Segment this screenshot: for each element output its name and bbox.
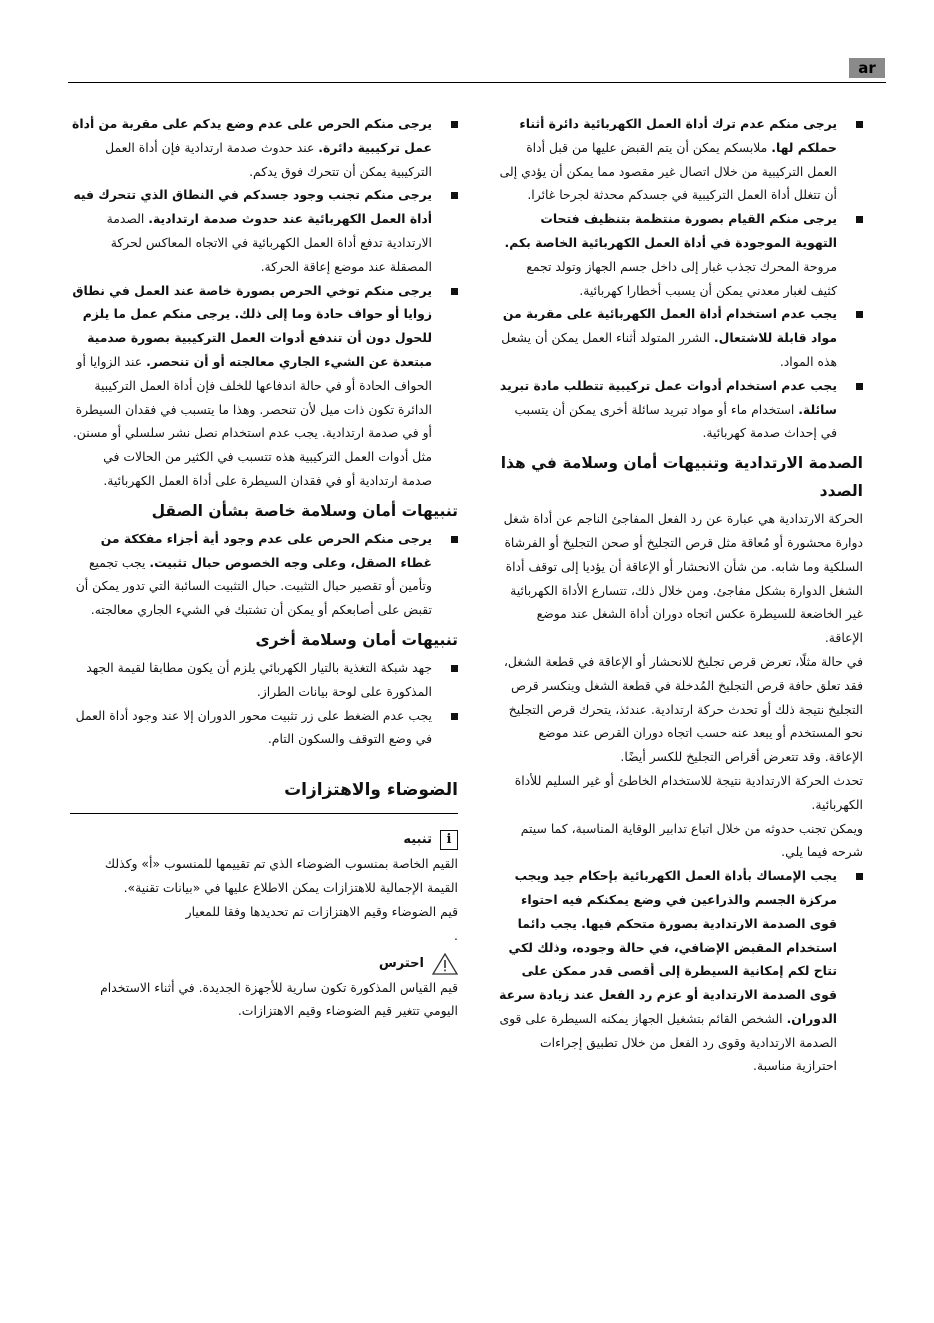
kickback-paragraph: تحدث الحركة الارتدادية نتيجة للاستخدام الخاطئ أو غير السليم للأداة الكهربائية. bbox=[514, 772, 863, 812]
bullet-icon bbox=[451, 665, 458, 672]
left-column bbox=[70, 112, 458, 1023]
bullet-icon bbox=[856, 311, 863, 318]
item-text: الشرر المتولد أثناء العمل يمكن أن يشعل هذه المواد. bbox=[501, 330, 837, 369]
bullet-icon bbox=[451, 536, 458, 543]
item-text: عند حدوث صدمة ارتدادية فإن أداة العمل التركيبية يمكن أن تتحرك فوق يدكم. bbox=[105, 139, 432, 179]
kickback-paragraph: ويمكن تجنب حدوثه من خلال اتباع تدابير الوقاية المناسبة، كما سيتم شرحه فيما يلي. bbox=[520, 820, 863, 860]
bullet-icon bbox=[856, 383, 863, 390]
bullet-icon bbox=[451, 121, 458, 128]
item-bold-text: يرجى منكم توخي الحرص بصورة خاصة عند العمل في نطاق زوايا أو حواف حادة وما إلى ذلك. يرجى منكم عمل ما يلزم للحول دون أن تندفع أدوات العمل التركيبية بصورة صدمية مبتعدة عن الشيء الجاري معالجته أو أن تنحصر. bbox=[72, 282, 432, 369]
list-item bbox=[497, 864, 863, 1078]
note-heading bbox=[70, 828, 458, 852]
item-bold-text: يرجى منكم الحرص على عدم وجود أية أجزاء مفككة من غطاء الصقل، وعلى وجه الخصوص حبال تثبيت. bbox=[100, 530, 432, 570]
list-item bbox=[497, 302, 863, 373]
note-text: قيم الضوضاء وقيم الاهتزازات تم تحديدها وفقا للمعيار bbox=[185, 903, 458, 919]
kickback-paragraph: الحركة الارتدادية هي عبارة عن رد الفعل المفاجئ الناجم عن أداة شغل دوارة محشورة أو مُعاقة مثل قرص التجليخ أو صحن التجليخ أو الفرشاة السلكية وما شابه. من شأن الانحشار أو الإعاقة أن يؤديا إلى توقف أداة الشغل الدوارة بشكل مفاجئ. ومن خلال ذلك، تتسارع الأداة الكهربائية غير الخاضعة للسيطرة عكس اتجاه دوران أداة الشغل عند موضع الإعاقة. bbox=[503, 511, 863, 646]
note-label: تنبيه bbox=[403, 832, 432, 848]
bullet-icon bbox=[451, 713, 458, 720]
caution-label: احترس bbox=[378, 955, 424, 971]
header-rule bbox=[68, 82, 886, 83]
item-bold-text: يرجى منكم القيام بصورة منتظمة بتنظيف فتحات التهوية الموجودة في أداة العمل الكهربائية الخاصة بكم. bbox=[504, 211, 837, 250]
item-bold-text: يرجى منكم عدم ترك أداة العمل الكهربائية دائرة أثناء حملكم لها. bbox=[519, 116, 837, 155]
other-heading: تنبيهات أمان وسلامة أخرى bbox=[255, 630, 458, 649]
note-text: القيم الخاصة بمنسوب الضوضاء الذي تم تقييمها للمنسوب «أ» وكذلك القيمة الإجمالية للاهتزازات يمكن الاطلاع عليها في «بيانات تقنية». bbox=[104, 856, 458, 895]
item-text: ملابسكم يمكن أن يتم القبض عليها من قبل أداة العمل التركيبية من خلال اتصال غير مقصود مما يمكن أن يؤدي إلى أن تتغلل أداة العمل التركيبية في جسدكم محدثة لجرحا غائرا. bbox=[499, 139, 837, 203]
list-item bbox=[70, 527, 458, 622]
item-text: الشخص القائم بتشغيل الجهاز يمكنه السيطرة على قوى الصدمة الارتدادية وقوى رد الفعل من خلال تطبيق إجراءات احترازية مناسبة. bbox=[499, 1010, 837, 1074]
info-icon: i bbox=[440, 830, 458, 850]
language-badge: ar bbox=[849, 58, 885, 78]
bullet-icon bbox=[856, 873, 863, 880]
bullet-icon bbox=[856, 216, 863, 223]
list-item bbox=[70, 704, 458, 752]
list-item bbox=[497, 374, 863, 445]
note-text: . bbox=[454, 927, 458, 943]
caution-heading bbox=[70, 952, 458, 976]
bullet-icon bbox=[856, 121, 863, 128]
bullet-icon bbox=[451, 288, 458, 295]
caution-text: قيم القياس المذكورة تكون سارية للأجهزة الجديدة. في أثناء الاستخدام اليومي تتغير قيم الضوضاء وقيم الاهتزازات. bbox=[100, 979, 458, 1019]
item-text: الصدمة الارتدادية تدفع أداة العمل الكهربائية في الاتجاه المعاكس لحركة المصقلة عند موضع إعاقة الحركة. bbox=[106, 211, 432, 274]
kickback-heading: الصدمة الارتدادية وتنبيهات أمان وسلامة في هذا الصدد bbox=[500, 454, 863, 501]
item-text: جهد شبكة التغذية بالتيار الكهربائي يلزم أن يكون مطابقا لقيمة الجهد المذكورة على لوحة بيانات الطراز. bbox=[86, 659, 432, 699]
right-column bbox=[497, 112, 863, 1078]
list-item bbox=[497, 112, 863, 207]
item-bold-text: يجب عدم استخدام أداة العمل الكهربائية على مقربة من مواد قابلة للاشتعال. bbox=[502, 306, 837, 346]
item-text: عند الزوايا أو الحواف الحادة أو في حالة اندفاعها للخلف فإن أداة العمل التركيبية الدائرة تكون ذات ميل لأن تنحصر. وهذا ما يتسبب في فقدان السيطرة أو في صدمة ارتدادية. يجب عدم استخدام نصل نشر سلسلي أو مسنن. مثل أدوات العمل التركيبية هذه تتسبب في الكثير من الحالات في صدمة ارتدادية أو في فقدان السيطرة على أداة العمل الكهربائية. bbox=[72, 353, 432, 488]
list-item bbox=[70, 183, 458, 278]
polish-heading: تنبيهات أمان وسلامة خاصة بشأن الصقل bbox=[151, 501, 458, 520]
item-bold-text: يجب عدم استخدام أدوات عمل تركيبية تتطلب مادة تبريد سائلة. bbox=[499, 377, 837, 417]
item-bold-text: يجب الإمساك بأداة العمل الكهربائية بإحكام جيد ويجب مركزة الجسم والذراعين في وضع يمكنكم فيه احتواء قوى الصدمة الارتدادية بصورة متحكم فيها. يجب دائما استخدام المقبض الإضافي، في حالة وجوده، وذلك لكي تتاح لكم إمكانية السيطرة إلى أقصى قدر ممكن على قوى الصدمة الارتدادية أو عزم رد الفعل عند زيادة سرعة الدوران. bbox=[499, 868, 837, 1026]
bullet-icon bbox=[451, 192, 458, 199]
warning-icon bbox=[432, 953, 458, 975]
list-item bbox=[70, 112, 458, 183]
list-item bbox=[497, 207, 863, 302]
kickback-paragraph: في حالة مثلًا، تعرض قرص تجليخ للانحشار أو الإعاقة في قطعة الشغل، فقد تعلق حافة قرص التجليخ المُدخلة في قطعة الشغل وينكسر قرص التجليخ نتيجة ذلك أو تحدث حركة ارتدادية. عندئذ، يتحرك قرص التجليخ نحو المستخدم أو يبعد عنه حسب اتجاه دوران القرص عند موضع الإعاقة. وقد تتعرض أقراص التجليخ للكسر أيضًا. bbox=[503, 653, 863, 765]
item-text: يجب تجميع وتأمين أو تقصير حبال التثبيت. حبال التثبيت السائبة التي تدور يمكن أن تقبض على أصابعكم أو يمكن أن تشتبك في الشيء الجاري معالجته. bbox=[75, 554, 432, 618]
item-bold-text: يرجى منكم الحرص على عدم وضع يدكم على مقربة من أداة عمل تركيبية دائرة. bbox=[72, 116, 432, 155]
item-text: يجب عدم الضغط على زر تثبيت محور الدوران إلا عند وجود أداة العمل في وضع التوقف والسكون التام. bbox=[75, 707, 432, 747]
item-text: استخدام ماء أو مواد تبريد سائلة أخرى يمكن أن يتسبب في إحداث صدمة كهربائية. bbox=[514, 401, 837, 441]
list-item bbox=[70, 656, 458, 704]
item-bold-text: يرجى منكم تجنب وجود جسدكم في النطاق الذي تتحرك فيه أداة العمل الكهربائية عند حدوث صدمة ارتدادية. bbox=[73, 187, 432, 227]
noise-section-title: الضوضاء والاهتزازات bbox=[70, 775, 458, 814]
item-text: مروحة المحرك تجذب غبار إلى داخل جسم الجهاز وتولد تجمع كثيف لغبار معدني يمكن أن يسبب أخطارا كهربائية. bbox=[526, 258, 837, 298]
list-item bbox=[70, 279, 458, 493]
